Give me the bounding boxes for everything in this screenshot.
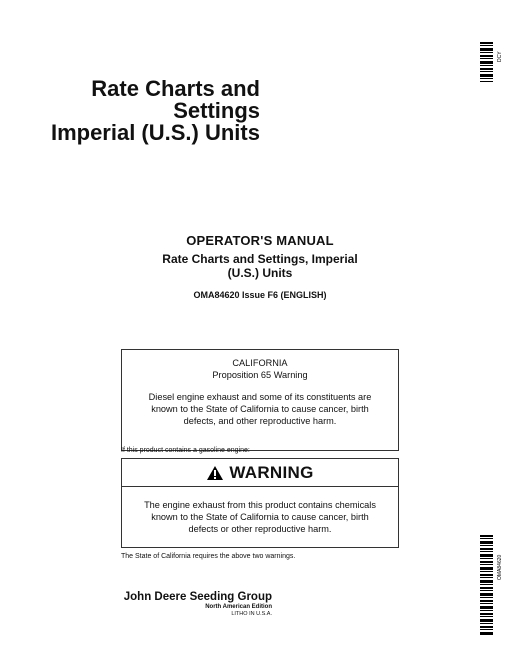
california-subtitle: Proposition 65 Warning	[212, 370, 308, 380]
california-text-line-3: defects, and other reproductive harm.	[183, 416, 337, 426]
manual-subtitle-line-2: (U.S.) Units	[227, 266, 293, 280]
title-line-3: Imperial (U.S.) Units	[50, 120, 260, 145]
warning-label: WARNING	[229, 463, 314, 482]
manual-subtitle	[130, 252, 390, 280]
warning-text	[130, 499, 390, 535]
warning-triangle-icon	[206, 465, 224, 481]
barcode-bottom-label: OMA84620	[497, 554, 503, 580]
barcode-top	[480, 42, 493, 82]
warning-divider	[122, 486, 398, 487]
title-line-1: Rate Charts and	[91, 76, 260, 101]
gasoline-note: If this product contains a gasoline engine:	[121, 447, 250, 454]
barcode-bottom	[480, 535, 493, 635]
manual-heading: OPERATOR'S MANUAL	[186, 233, 334, 248]
footer-edition: North American Edition	[205, 604, 272, 610]
california-text-line-2: known to the State of California to cause cancer, birth	[151, 404, 369, 414]
manual-code: OMA84620 Issue F6 (ENGLISH)	[193, 290, 327, 300]
document-title	[51, 78, 260, 144]
footer	[124, 591, 272, 617]
california-warning-box	[121, 349, 399, 451]
california-text-line-1: Diesel engine exhaust and some of its constituents are	[148, 392, 372, 402]
barcode-top-label: DCY	[497, 51, 503, 62]
manual-header	[130, 233, 390, 300]
california-title: CALIFORNIA	[232, 358, 288, 368]
warning-text-line-3: defects or other reproductive harm.	[188, 524, 332, 534]
warning-text-line-1: The engine exhaust from this product contains chemicals	[144, 500, 376, 510]
warning-text-line-2: known to the State of California to cause cancer, birth	[151, 512, 369, 522]
state-note: The State of California requires the above two warnings.	[121, 553, 296, 560]
warning-header	[122, 465, 398, 481]
california-text	[132, 391, 388, 427]
footer-litho: LITHO IN U.S.A.	[231, 611, 272, 617]
title-line-2: Settings	[173, 98, 260, 123]
manual-subtitle-line-1: Rate Charts and Settings, Imperial	[162, 252, 358, 266]
warning-box	[121, 458, 399, 548]
footer-organization: John Deere Seeding Group	[123, 591, 272, 603]
